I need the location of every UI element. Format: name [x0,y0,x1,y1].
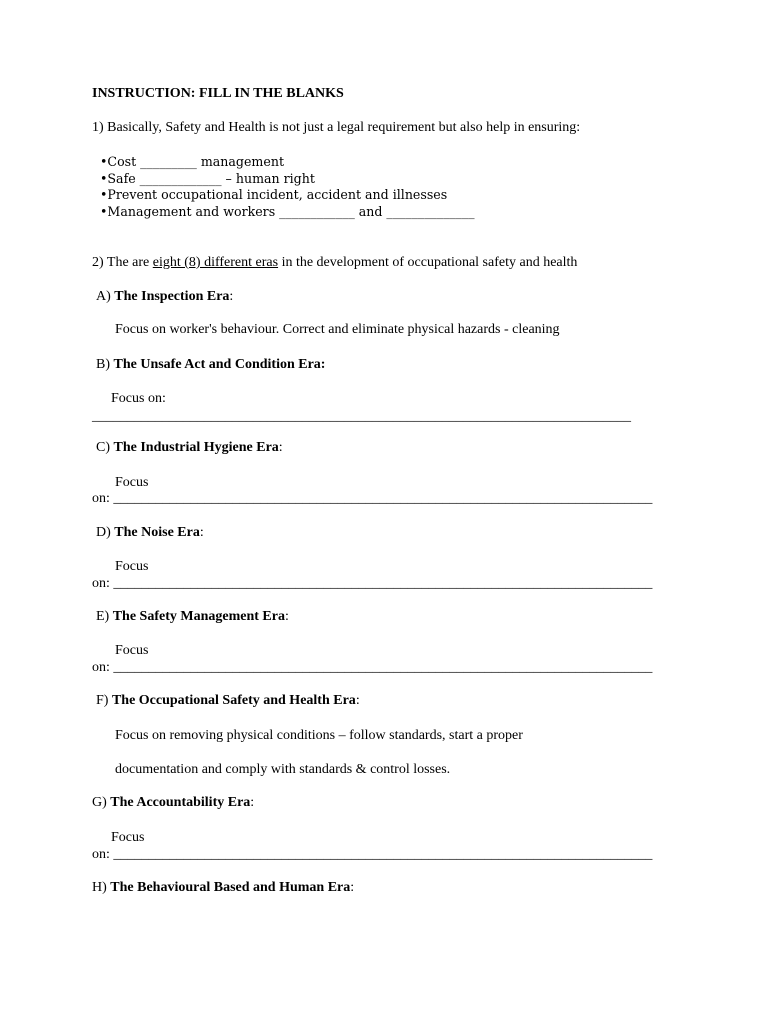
era-suffix: : [250,795,255,810]
era-focus-label: Focus [115,559,149,574]
bullet-item: •Cost _________ management [100,154,284,169]
era-letter: G) [92,795,111,810]
era-heading [96,609,289,625]
bullet-item: •Management and workers ____________ and ______________ [100,204,475,219]
era-focus-blank: on: _____________________________________________________________________________ [92,576,653,591]
era-heading [96,440,283,456]
question-2-underlined: eight (8) different eras [152,255,279,270]
era-focus-blank: on: _____________________________________________________________________________ [92,491,653,506]
era-focus-blank: _____________________________________________________________________________ [92,409,631,424]
question-1-text: 1) Basically, Safety and Health is not just a legal requirement but also help in ensuring: [92,120,581,135]
era-letter: F) [96,693,112,708]
era-title: The Inspection Era [114,289,230,304]
era-letter: A) [96,289,115,304]
era-heading [96,525,204,541]
era-suffix: : [199,525,204,540]
era-heading [96,693,360,709]
era-focus-text: Focus on worker's behaviour. Correct and eliminate physical hazards - cleaning [115,322,560,337]
era-focus-text: Focus on removing physical conditions – follow standards, start a proper [115,728,523,743]
era-suffix: : [350,880,355,895]
bullet-item: •Prevent occupational incident, accident and illnesses [100,187,448,202]
era-letter: H) [92,880,111,895]
era-letter: E) [96,609,113,624]
era-letter: C) [96,440,114,455]
era-focus-blank: on: _____________________________________________________________________________ [92,660,653,675]
era-focus-text: documentation and comply with standards & control losses. [115,762,451,777]
era-focus-label: Focus [115,475,149,490]
era-focus-label: Focus [111,830,145,845]
era-suffix: : [355,693,360,708]
era-title: The Safety Management Era [112,609,285,624]
era-suffix: : [278,440,283,455]
era-title: The Unsafe Act and Condition Era: [113,357,326,372]
era-title: The Occupational Safety and Health Era [111,693,356,708]
era-heading [92,795,254,811]
era-title: The Industrial Hygiene Era [113,440,279,455]
era-heading [96,289,233,305]
era-title: The Noise Era [114,525,200,540]
era-suffix: : [284,609,289,624]
question-2-text [92,255,577,271]
era-suffix: : [229,289,234,304]
era-focus-label: Focus on: [111,391,166,406]
era-heading [92,880,354,896]
era-title: The Accountability Era [110,795,251,810]
era-letter: B) [96,357,114,372]
question-2-post: in the development of occupational safety and health [278,255,578,270]
instruction-heading: INSTRUCTION: FILL IN THE BLANKS [92,86,344,101]
question-2-pre: 2) The are [92,255,153,270]
era-letter: D) [96,525,115,540]
era-title: The Behavioural Based and Human Era [110,880,351,895]
era-heading [96,357,325,373]
bullet-item: •Safe _____________ – human right [100,171,315,186]
era-focus-label: Focus [115,643,149,658]
era-focus-blank: on: _____________________________________________________________________________ [92,847,653,862]
